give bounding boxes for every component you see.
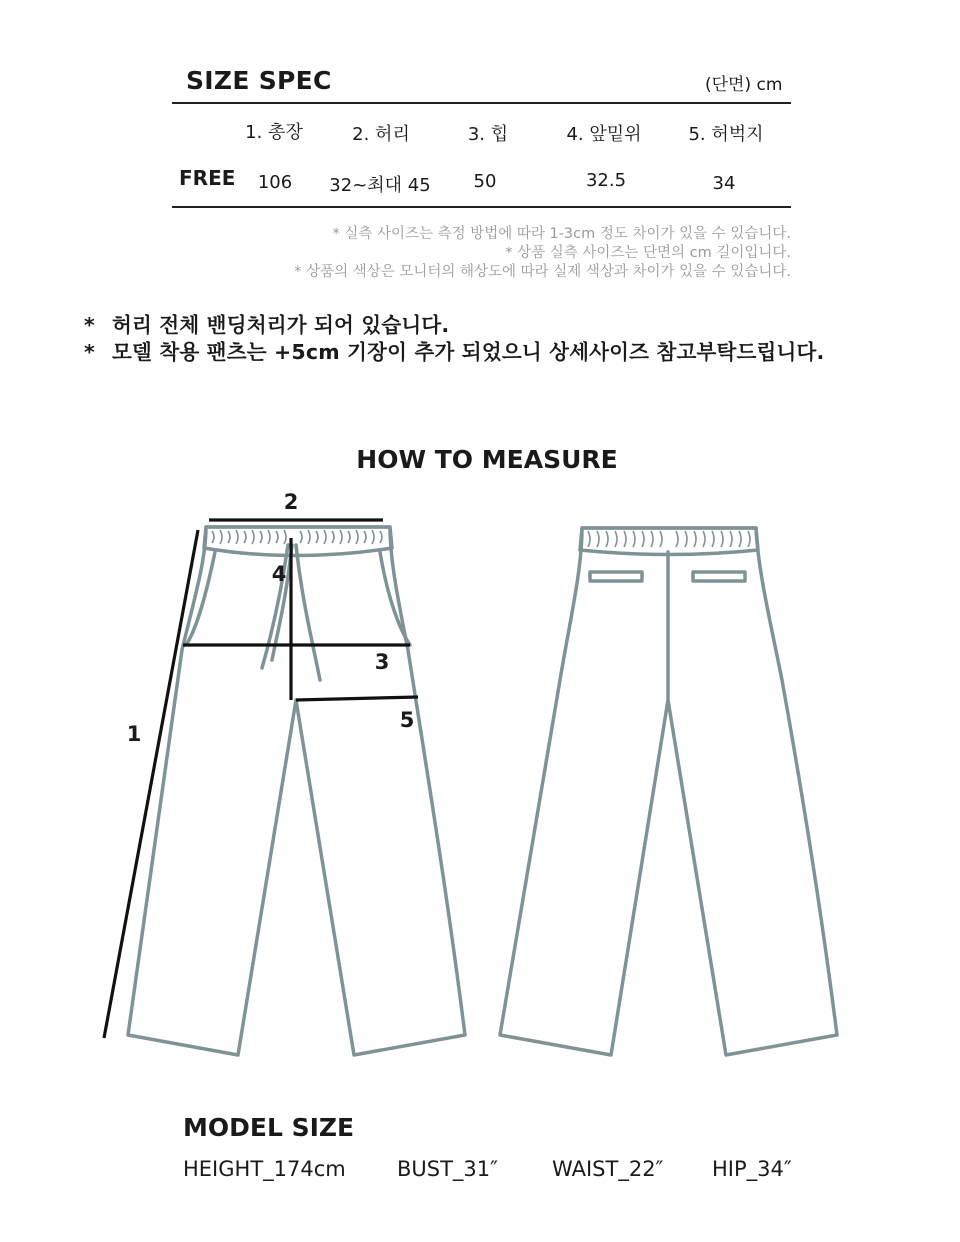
measure-label-waist: 2	[283, 490, 299, 514]
header-waist: 2. 허리	[352, 124, 410, 145]
model-height: HEIGHT_174cm	[183, 1157, 346, 1181]
bullet-star: *	[84, 340, 95, 364]
measure-label-length: 1	[126, 722, 142, 746]
model-bust: BUST_31″	[397, 1157, 499, 1181]
front-pants-outline	[128, 527, 465, 1055]
model-hip: HIP_34″	[712, 1157, 792, 1181]
measure-label-hip: 3	[374, 650, 390, 674]
bullet-star: *	[84, 313, 95, 337]
model-size-title: MODEL SIZE	[183, 1113, 355, 1142]
measure-thigh-line	[296, 697, 418, 700]
note-color: * 상품의 색상은 모니터의 해상도에 따라 실제 색상과 차이가 있을 수 있습니다.	[294, 264, 791, 280]
note-flat-length: * 상품 실측 사이즈는 단면의 cm 길이입니다.	[505, 245, 791, 261]
header-hip: 3. 힙	[467, 124, 509, 145]
measure-label-rise: 4	[271, 562, 287, 586]
model-waist: WAIST_22″	[552, 1157, 664, 1181]
back-waistband-ruching	[588, 531, 750, 547]
header-total-length: 1. 총장	[245, 122, 303, 143]
unit-label: (단면) cm	[705, 75, 783, 95]
front-waistband-ruching	[212, 530, 382, 544]
value-hip: 50	[473, 171, 497, 192]
bullet-text: 허리 전체 밴딩처리가 되어 있습니다.	[112, 313, 450, 337]
value-waist: 32~최대 45	[329, 175, 431, 196]
value-thigh: 34	[712, 173, 736, 194]
back-pants-outline	[500, 528, 837, 1055]
size-spec-title: SIZE SPEC	[186, 66, 332, 95]
note-measurement: * 실측 사이즈는 측정 방법에 따라 1-3cm 정도 차이가 있을 수 있습니다.	[332, 226, 791, 242]
how-to-measure-title: HOW TO MEASURE	[356, 445, 618, 474]
header-front-rise: 4. 앞밑위	[566, 124, 642, 145]
header-thigh: 5. 허벅지	[688, 124, 764, 145]
bullet-text: 모델 착용 팬츠는 +5cm 기장이 추가 되었으니 상세사이즈 참고부탁드립니다.	[112, 340, 825, 364]
measure-length-line	[104, 530, 198, 1038]
measure-label-thigh: 5	[399, 708, 415, 732]
value-total-length: 106	[257, 172, 293, 193]
value-front-rise: 32.5	[585, 170, 627, 191]
measure-lines	[104, 520, 418, 1038]
row-label-free: FREE	[179, 166, 236, 190]
